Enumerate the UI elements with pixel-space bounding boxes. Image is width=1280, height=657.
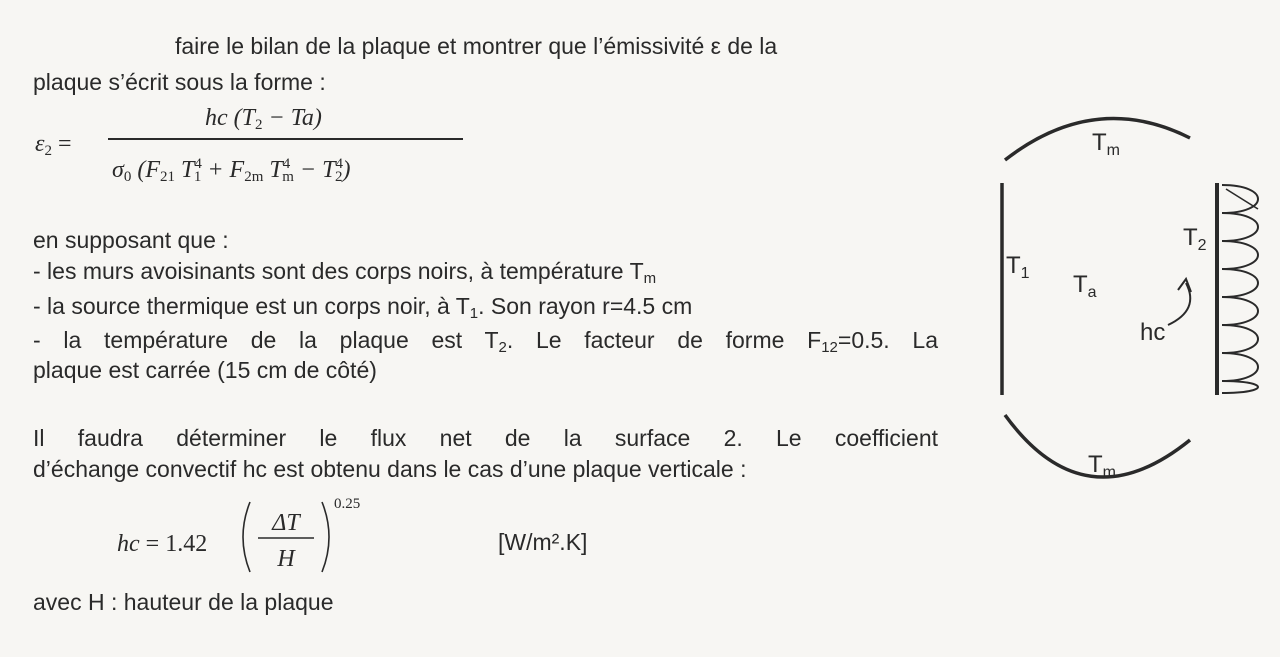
label-tm-top: $T_m$ bbox=[1092, 129, 1120, 159]
emissivity-fraction-bar bbox=[108, 138, 463, 140]
intro-line-1: faire le bilan de la plaque et montrer que l’émissivité ε de la bbox=[175, 33, 778, 59]
emissivity-numerator: hc $(T_2 - Ta)$ bbox=[205, 105, 322, 133]
hc-fraction bbox=[236, 494, 381, 584]
label-ta: $T_a$ bbox=[1073, 271, 1097, 301]
bullet-plate: - la température de la plaque est $T_2$. Le facteur de forme $F_{12}=0.5$. La bbox=[33, 327, 938, 356]
hc-lhs: hc = 1.42 bbox=[117, 531, 208, 557]
para2-line-1: Il faudra déterminer le flux net de la surface 2. Le coefficient bbox=[33, 425, 938, 451]
hc-numerator: ΔT bbox=[272, 510, 300, 536]
hc-denominator: H bbox=[277, 546, 295, 572]
emissivity-denominator: $\sigma_0$ ($F_{21}$ $T^4_1 + F_{2m}$ $T^4_m - T^4_2$) bbox=[112, 156, 351, 185]
bullet-plate-cont: plaque est carrée (15 cm de côté) bbox=[33, 357, 377, 383]
intro-line-2: plaque s’écrit sous la forme : bbox=[33, 69, 326, 95]
assume-intro: en supposant que : bbox=[33, 227, 229, 253]
bullet-source: - la source thermique est un corps noir, à $T_1$. Son rayon r=4.5 cm bbox=[33, 293, 693, 322]
label-t2: $T_2$ bbox=[1183, 224, 1207, 254]
closing-line: avec H : hauteur de la plaque bbox=[33, 589, 334, 615]
bullet-walls: - les murs avoisinants sont des corps noirs, à température $T_m$ bbox=[33, 258, 657, 287]
plate-fins bbox=[1222, 185, 1258, 393]
emissivity-lhs: $\varepsilon_2$ = bbox=[35, 131, 72, 159]
label-tm-bottom: $T_m$ bbox=[1088, 451, 1116, 481]
hc-units: [W/m².K] bbox=[498, 529, 588, 555]
setup-diagram bbox=[990, 105, 1275, 500]
para2-line-2: d’échange convectif hc est obtenu dans le cas d’une plaque verticale : bbox=[33, 456, 747, 482]
label-hc: hc bbox=[1140, 319, 1166, 346]
hc-exponent: 0.25 bbox=[334, 496, 361, 512]
label-t1: $T_1$ bbox=[1006, 252, 1030, 282]
